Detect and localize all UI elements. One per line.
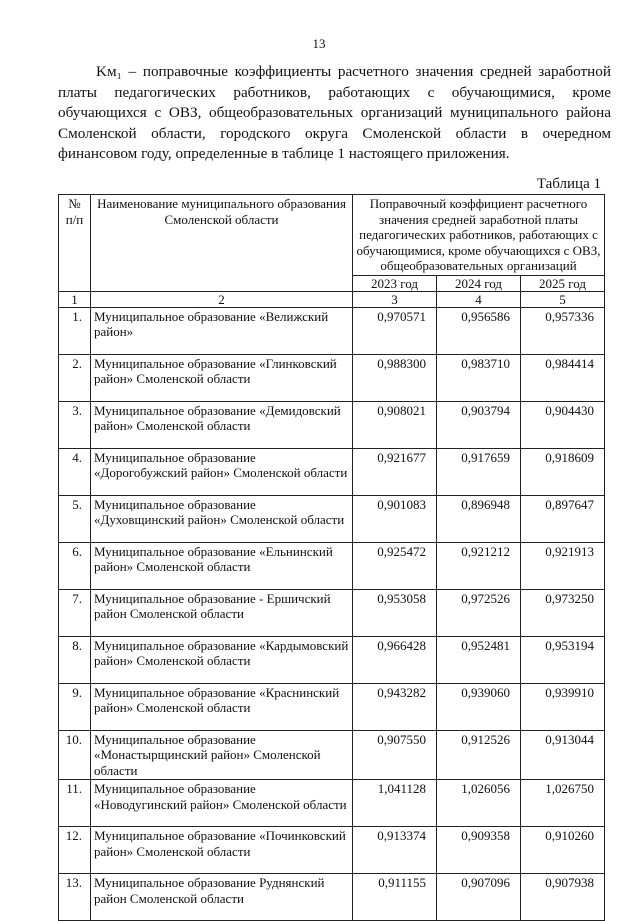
table-row <box>59 401 605 448</box>
value-2024: 0,939060 <box>437 683 521 730</box>
value-2024: 0,952481 <box>437 636 521 683</box>
table-row <box>59 874 605 921</box>
value-2024: 1,026056 <box>437 780 521 827</box>
municipality-name: Муниципальное образование «Духовщинский район» Смоленской области <box>91 495 353 542</box>
index-cell: 2 <box>91 291 353 307</box>
row-number: 6. <box>59 542 91 589</box>
row-number: 11. <box>59 780 91 827</box>
value-2023: 0,901083 <box>353 495 437 542</box>
municipality-name: Муниципальное образование «Ельнинский район» Смоленской области <box>91 542 353 589</box>
value-2023: 0,966428 <box>353 636 437 683</box>
row-number: 4. <box>59 448 91 495</box>
value-2025: 0,953194 <box>521 636 605 683</box>
value-2024: 0,956586 <box>437 307 521 354</box>
index-cell: 5 <box>521 291 605 307</box>
municipality-name: Муниципальное образование «Кардымовский район» Смоленской области <box>91 636 353 683</box>
value-2024: 0,917659 <box>437 448 521 495</box>
table-row <box>59 730 605 780</box>
municipality-name: Муниципальное образование «Починковский район» Смоленской области <box>91 827 353 874</box>
table-row <box>59 683 605 730</box>
value-2024: 0,983710 <box>437 354 521 401</box>
municipality-name: Муниципальное образование «Глинковский район» Смоленской области <box>91 354 353 401</box>
row-number: 5. <box>59 495 91 542</box>
value-2023: 0,925472 <box>353 542 437 589</box>
coefficients-table <box>58 194 605 921</box>
row-number: 13. <box>59 874 91 921</box>
municipality-name: Муниципальное образование - Ершичский район Смоленской области <box>91 589 353 636</box>
value-2025: 0,973250 <box>521 589 605 636</box>
index-cell: 4 <box>437 291 521 307</box>
value-2023: 0,943282 <box>353 683 437 730</box>
value-2024: 0,907096 <box>437 874 521 921</box>
row-number: 3. <box>59 401 91 448</box>
table-row <box>59 542 605 589</box>
row-number: 2. <box>59 354 91 401</box>
header-coef: Поправочный коэффициент расчетного значения средней заработной платы педагогических работников, работающих с обучающимися, кроме обучающихся с ОВЗ, общеобразовательных организаций <box>353 195 605 276</box>
municipality-name: Муниципальное образование Руднянский район Смоленской области <box>91 874 353 921</box>
row-number: 9. <box>59 683 91 730</box>
row-number: 10. <box>59 730 91 780</box>
municipality-name: Муниципальное образование «Краснинский район» Смоленской области <box>91 683 353 730</box>
page-number: 13 <box>312 36 326 51</box>
value-2025: 0,904430 <box>521 401 605 448</box>
value-2025: 0,910260 <box>521 827 605 874</box>
row-number: 12. <box>59 827 91 874</box>
value-2024: 0,903794 <box>437 401 521 448</box>
header-year-2023: 2023 год <box>353 275 437 291</box>
table-index-row <box>59 291 605 307</box>
index-cell: 1 <box>59 291 91 307</box>
value-2023: 1,041128 <box>353 780 437 827</box>
header-year-2024: 2024 год <box>437 275 521 291</box>
index-cell: 3 <box>353 291 437 307</box>
municipality-name: Муниципальное образование «Демидовский район» Смоленской области <box>91 401 353 448</box>
municipality-name: Муниципальное образование «Велижский район» <box>91 307 353 354</box>
value-2025: 0,907938 <box>521 874 605 921</box>
intro-paragraph: Kм₁ – поправочные коэффициенты расчетного значения средней заработной платы педагогических работников, работающих с обучающимися, кроме обучающихся с ОВЗ, общеобразовательных организаций муниципального района Смоленской области, городского округа Смоленской области в очередном финансовом году, определенные в таблице 1 настоящего приложения. <box>58 63 611 163</box>
value-2023: 0,911155 <box>353 874 437 921</box>
value-2023: 0,907550 <box>353 730 437 780</box>
value-2025: 0,957336 <box>521 307 605 354</box>
header-num: № п/п <box>59 195 91 292</box>
row-number: 1. <box>59 307 91 354</box>
value-2023: 0,953058 <box>353 589 437 636</box>
value-2024: 0,896948 <box>437 495 521 542</box>
value-2025: 0,913044 <box>521 730 605 780</box>
table-row <box>59 827 605 874</box>
value-2023: 0,908021 <box>353 401 437 448</box>
table-label: Таблица 1 <box>536 176 601 192</box>
row-number: 7. <box>59 589 91 636</box>
municipality-name: Муниципальное образование «Новодугинский район» Смоленской области <box>91 780 353 827</box>
value-2023: 0,921677 <box>353 448 437 495</box>
value-2025: 0,918609 <box>521 448 605 495</box>
table-row <box>59 589 605 636</box>
value-2025: 0,897647 <box>521 495 605 542</box>
value-2025: 0,921913 <box>521 542 605 589</box>
municipality-name: Муниципальное образование «Дорогобужский район» Смоленской области <box>91 448 353 495</box>
table-header-row <box>59 195 605 276</box>
header-year-2025: 2025 год <box>521 275 605 291</box>
value-2024: 0,972526 <box>437 589 521 636</box>
value-2024: 0,912526 <box>437 730 521 780</box>
value-2025: 0,939910 <box>521 683 605 730</box>
value-2023: 0,970571 <box>353 307 437 354</box>
table-row <box>59 448 605 495</box>
row-number: 8. <box>59 636 91 683</box>
table-row <box>59 307 605 354</box>
value-2024: 0,909358 <box>437 827 521 874</box>
value-2025: 1,026750 <box>521 780 605 827</box>
table-row <box>59 495 605 542</box>
value-2024: 0,921212 <box>437 542 521 589</box>
table-row <box>59 354 605 401</box>
value-2025: 0,984414 <box>521 354 605 401</box>
table-row <box>59 636 605 683</box>
header-name: Наименование муниципального образования Смоленской области <box>91 195 353 292</box>
municipality-name: Муниципальное образование «Монастырщинский район» Смоленской области <box>91 730 353 780</box>
value-2023: 0,988300 <box>353 354 437 401</box>
table-row <box>59 780 605 827</box>
value-2023: 0,913374 <box>353 827 437 874</box>
